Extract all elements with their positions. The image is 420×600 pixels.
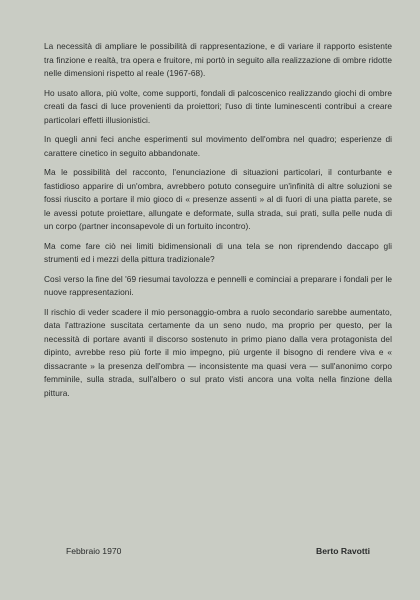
paragraph-7: Il rischio di veder scadere il mio personaggio-ombra a ruolo secondario sarebbe aumentato, data l'attrazione suscitata certamente da un seno nudo, ma proprio per questo, per la necessità di portare avanti il discorso sostenuto in primo piano dalla vera protagonista del dipinto, avrebbe reso più forte il mio impegno, più urgente il bisogno di rendere viva e « dissacrante » la presenza dell'ombra — inconsistente ma quasi vera — sull'anonimo corpo femminile, sulla strada, sull'albero o sul prato visti ancora una volta nella finzione della pittura. xyxy=(44,306,392,398)
document-date: Febbraio 1970 xyxy=(66,546,122,556)
signature-line xyxy=(66,545,370,557)
paragraph-3: In quegli anni feci anche esperimenti sul movimento dell'ombra nel quadro; esperienze di carattere cinetico in seguito abbandonate. xyxy=(44,134,392,158)
paragraph-5: Ma come fare ciò nei limiti bidimensionali di una tela se non riprendendo daccapo gli strumenti ed i mezzi della pittura tradizionale? xyxy=(44,240,392,264)
paragraph-4: Ma le possibilità del racconto, l'enunciazione di situazioni particolari, il conturbante e fastidioso apparire di un'ombra, avrebbero potuto conseguire un'infinità di altre soluzioni se fossi riuscito a portare il mio gioco di « presenze assenti » al di fuori di una piatta parete, se le avessi potute proiettare, allungate e deformate, sulla strada, sui prati, sulla pelle nuda di un corpo (partner inconsapevole di un fortuito incontro). xyxy=(44,167,392,231)
paragraph-6: Così verso la fine del '69 riesumai tavolozza e pennelli e cominciai a preparare i fondali per le nuove rappresentazioni. xyxy=(44,273,392,297)
paragraph-1: La necessità di ampliare le possibilità di rappresentazione, e di variare il rapporto esistente tra finzione e realtà, tra opera e fruitore, mi portò in seguito alla realizzazione di ombre ridotte nelle dimensioni rispetto al reale (1967-68). xyxy=(44,41,392,78)
paragraph-2: Ho usato allora, più volte, come supporti, fondali di palcoscenico realizzando giochi di ombre creati da fasci di luce provenienti da proiettori; l'uso di tinte luminescenti contribuì a creare particolari effetti illusionistici. xyxy=(44,87,392,125)
author-signature: Berto Ravotti xyxy=(316,546,370,556)
